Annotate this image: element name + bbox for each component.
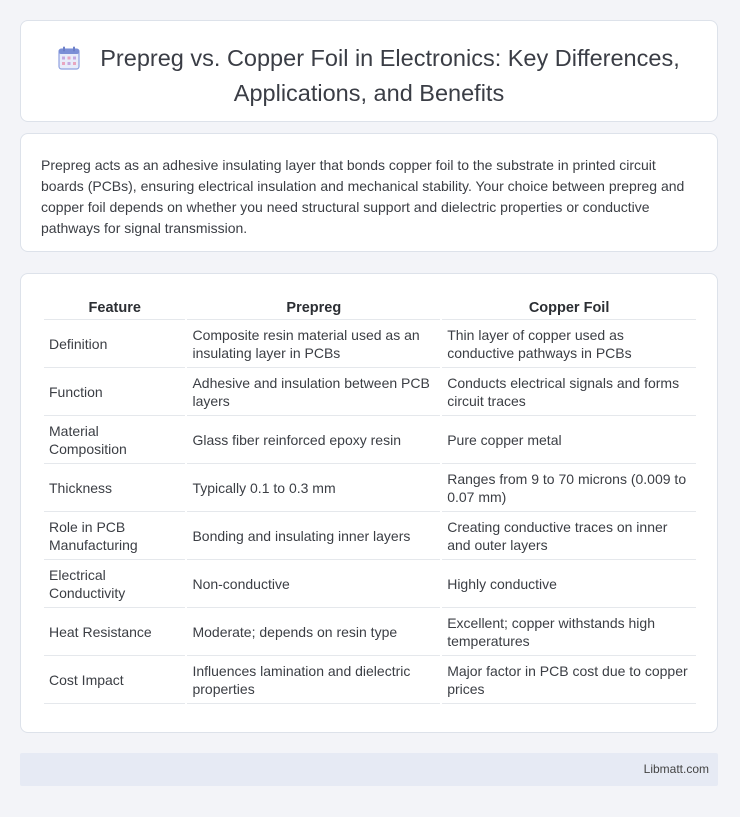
table-row xyxy=(44,368,696,416)
table-row xyxy=(44,656,696,704)
table-row xyxy=(44,416,696,464)
prepreg-cell: Non-conductive xyxy=(187,560,440,608)
table-row xyxy=(44,512,696,560)
prepreg-cell: Glass fiber reinforced epoxy resin xyxy=(187,416,440,464)
column-header-feature: Feature xyxy=(44,295,185,320)
table-row xyxy=(44,560,696,608)
table-header-row xyxy=(44,295,696,320)
table-row xyxy=(44,608,696,656)
copper-foil-cell: Conducts electrical signals and forms circuit traces xyxy=(442,368,696,416)
copper-foil-cell: Ranges from 9 to 70 microns (0.009 to 0.07 mm) xyxy=(442,464,696,512)
page-title-wrap xyxy=(21,43,717,109)
copper-foil-cell: Major factor in PCB cost due to copper prices xyxy=(442,656,696,704)
prepreg-cell: Moderate; depends on resin type xyxy=(187,608,440,656)
intro-paragraph: Prepreg acts as an adhesive insulating layer that bonds copper foil to the substrate in printed circuit boards (PCBs), ensuring electrical insulation and mechanical stability. Your choice between prepreg and copper foil depends on whether you need structural support and dielectric properties or conductive pathways for signal transmission. xyxy=(41,157,685,236)
prepreg-cell: Adhesive and insulation between PCB layers xyxy=(187,368,440,416)
column-header-copper-foil: Copper Foil xyxy=(442,295,696,320)
footer xyxy=(20,753,718,786)
prepreg-cell: Typically 0.1 to 0.3 mm xyxy=(187,464,440,512)
copper-foil-cell: Thin layer of copper used as conductive pathways in PCBs xyxy=(442,320,696,368)
table-row xyxy=(44,320,696,368)
feature-cell: Thickness xyxy=(44,464,185,512)
calendar-grid-icon xyxy=(58,46,80,78)
feature-cell: Function xyxy=(44,368,185,416)
feature-cell: Cost Impact xyxy=(44,656,185,704)
header-card xyxy=(20,20,718,122)
prepreg-cell: Influences lamination and dielectric properties xyxy=(187,656,440,704)
copper-foil-cell: Pure copper metal xyxy=(442,416,696,464)
column-header-prepreg: Prepreg xyxy=(187,295,440,320)
table-row xyxy=(44,464,696,512)
feature-cell: Role in PCB Manufacturing xyxy=(44,512,185,560)
copper-foil-cell: Creating conductive traces on inner and outer layers xyxy=(442,512,696,560)
copper-foil-cell: Highly conductive xyxy=(442,560,696,608)
intro-card xyxy=(20,133,718,252)
prepreg-cell: Bonding and insulating inner layers xyxy=(187,512,440,560)
comparison-table xyxy=(42,295,698,704)
feature-cell: Material Composition xyxy=(44,416,185,464)
feature-cell: Heat Resistance xyxy=(44,608,185,656)
page-title: Prepreg vs. Copper Foil in Electronics: Key Differences, Applications, and Benefits xyxy=(100,45,680,106)
feature-cell: Definition xyxy=(44,320,185,368)
footer-site-link[interactable]: Libmatt.com xyxy=(643,762,709,776)
prepreg-cell: Composite resin material used as an insulating layer in PCBs xyxy=(187,320,440,368)
copper-foil-cell: Excellent; copper withstands high temperatures xyxy=(442,608,696,656)
comparison-card xyxy=(20,273,718,733)
feature-cell: Electrical Conductivity xyxy=(44,560,185,608)
header xyxy=(21,43,717,109)
